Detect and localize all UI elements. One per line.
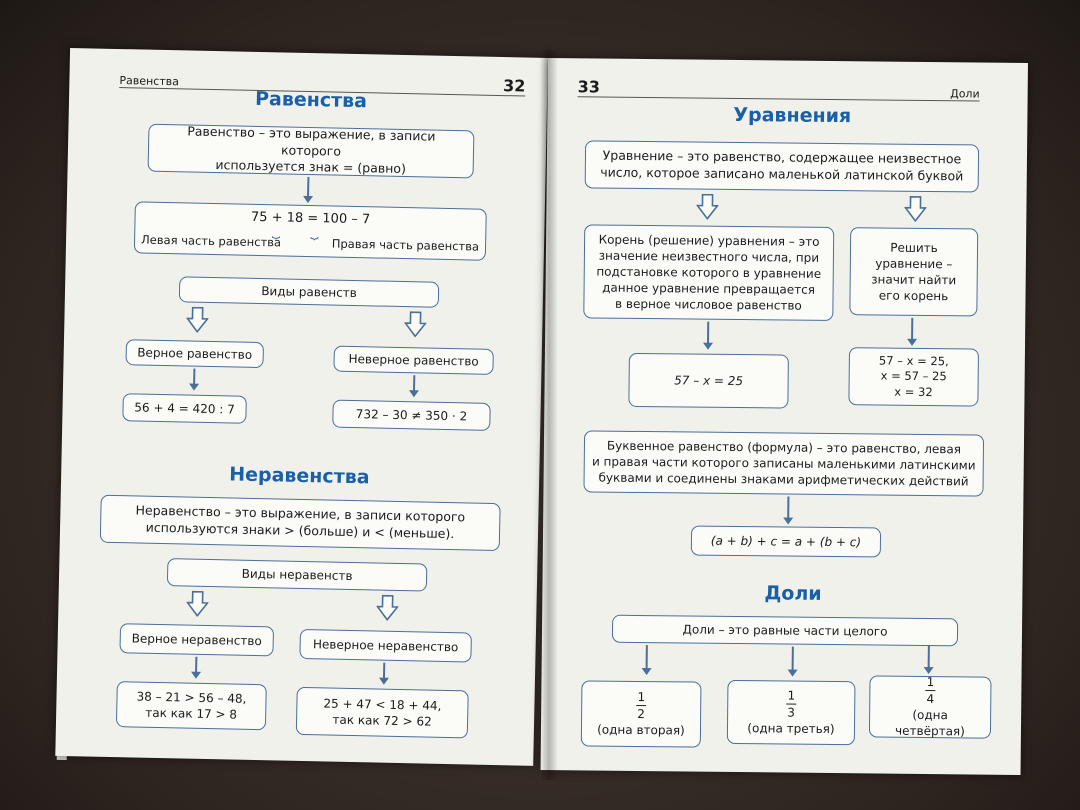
title-equations: Уравнения (733, 103, 852, 128)
solve-line: его корень (878, 288, 949, 304)
fraction-quarter-box (869, 675, 992, 738)
title-fractions: Доли (764, 582, 822, 605)
inequality-line: 38 – 21 > 56 – 48, (136, 689, 247, 706)
left-page-number: 32 (502, 76, 526, 96)
hollow-down-arrow-icon (404, 311, 427, 337)
hollow-down-arrow-icon (696, 194, 718, 220)
title-equalities: Равенства (254, 87, 368, 113)
false-equality-box (333, 346, 494, 375)
inequality-line: так как 72 > 62 (332, 712, 432, 729)
root-line: значение неизвестного числа, при (598, 248, 820, 265)
solve-line: значит найти (871, 272, 957, 288)
kinds-inequalities-label: Виды неравенств (241, 566, 353, 583)
right-running-head: Доли (950, 87, 980, 101)
false-equality-label: Неверное равенство (348, 351, 479, 369)
solution-line: 57 – x = 25, (878, 353, 949, 368)
fraction-bar (636, 705, 646, 706)
title-inequalities: Неравенства (228, 463, 370, 489)
equation-definition-box (585, 140, 979, 192)
root-definition-box (583, 224, 834, 321)
fraction-bar (925, 690, 935, 691)
definition-line: используется знак = (равно) (215, 157, 407, 177)
literal-line: и правая части которого записаны маленькими латинскими (591, 454, 976, 473)
false-inequality-box (299, 629, 472, 663)
example-equation: 75 + 18 = 100 – 7 (250, 210, 371, 228)
down-arrow (707, 322, 709, 348)
hollow-down-arrow-icon (186, 591, 209, 617)
literal-line: буквами и соединены знаками арифметических действий (598, 470, 969, 489)
root-line: в верное числовое равенство (614, 296, 802, 313)
literal-equality-box (583, 430, 984, 496)
right-running-header (578, 76, 980, 101)
fraction-quarter (925, 675, 935, 707)
down-arrow (787, 497, 789, 523)
definition-line: Уравнение – это равенство, содержащее неизвестное (602, 147, 962, 167)
brace-marks: ⏟⏟ (271, 223, 349, 241)
definition-line: используются знаки > (больше) и < (меньше). (145, 519, 455, 542)
fraction-numerator: 1 (637, 689, 646, 705)
left-running-head: Равенства (119, 74, 180, 89)
down-arrow (792, 647, 794, 675)
down-arrow (383, 663, 385, 683)
literal-line: Буквенное равенство (формула) – это равенство, левая (606, 438, 962, 457)
inequality-line: так как 17 > 8 (145, 705, 238, 722)
down-arrow (307, 177, 310, 201)
true-inequality-box (119, 623, 274, 656)
solve-line: Решить уравнение – (875, 240, 953, 272)
hollow-down-arrow-icon (186, 306, 209, 332)
true-inequality-example-box (116, 681, 267, 730)
true-inequality-label: Верное неравенство (131, 631, 262, 649)
kinds-equalities-label: Виды равенств (261, 283, 357, 300)
solution-line: x = 57 – 25 (880, 368, 947, 384)
fraction-denominator: 3 (787, 705, 796, 721)
fraction-bar (786, 704, 796, 705)
fraction-label: (одна вторая) (597, 722, 685, 738)
root-line: данное уравнение превращается (602, 280, 816, 297)
hollow-down-arrow-icon (376, 595, 399, 621)
true-equality-example: 56 + 4 = 420 : 7 (134, 400, 235, 417)
fraction-denominator: 2 (637, 707, 646, 722)
false-equality-example: 732 – 30 ≠ 350 · 2 (355, 406, 468, 424)
fraction-third-box (727, 680, 856, 745)
kinds-inequalities-box (167, 558, 428, 591)
example-equality-box (134, 201, 487, 260)
kinds-equalities-box (179, 276, 439, 307)
true-equality-example-box (122, 393, 247, 424)
definition-line: Равенство – это выражение, в записи которого (187, 123, 436, 159)
fraction-third (786, 689, 796, 721)
fraction-denominator: 4 (926, 692, 935, 707)
down-arrow (195, 657, 197, 677)
formula-example: (a + b) + c = a + (b + c) (710, 533, 862, 550)
false-inequality-label: Неверное неравенство (312, 637, 459, 655)
fraction-label: (одна третья) (747, 720, 835, 736)
definition-line: Неравенство – это выражение, в записи которого (135, 502, 466, 525)
down-arrow (413, 375, 415, 395)
book-spine-fold (540, 50, 558, 780)
solution-line: x = 32 (894, 384, 933, 399)
root-line: Корень (решение) уравнения – это (598, 232, 820, 249)
left-part-label: Левая часть равенства (140, 232, 282, 250)
down-arrow (646, 645, 648, 673)
false-equality-example-box (332, 400, 491, 431)
left-page (55, 48, 548, 766)
definition-line: число, которое записано маленькой латинской буквой (600, 164, 964, 184)
fraction-numerator: 1 (787, 688, 796, 703)
solve-definition-box (849, 227, 978, 316)
down-arrow (911, 318, 913, 344)
inequality-definition-box (100, 495, 501, 551)
inequality-line: 25 + 47 < 18 + 44, (323, 696, 442, 713)
right-page (541, 58, 1028, 775)
root-line: подстановке которого в уравнение (596, 264, 822, 281)
fractions-definition: Доли – это равные части целого (682, 622, 888, 639)
equation-example: 57 – x = 25 (674, 373, 744, 388)
right-page-number: 33 (577, 77, 601, 97)
fraction-half-box (581, 680, 702, 747)
fraction-half (636, 690, 646, 722)
equation-example-box (628, 353, 789, 409)
right-part-label: Правая часть равенства (331, 236, 480, 254)
equality-definition-box (148, 124, 475, 179)
down-arrow (928, 646, 930, 672)
fractions-definition-box (612, 615, 958, 647)
false-inequality-example-box (296, 687, 469, 739)
true-equality-label: Верное равенство (137, 345, 253, 362)
fraction-numerator: 1 (926, 674, 935, 690)
formula-box (691, 526, 881, 558)
hollow-down-arrow-icon (904, 196, 926, 222)
true-equality-box (125, 339, 264, 368)
solution-box (848, 347, 979, 406)
down-arrow (193, 369, 195, 389)
fraction-label: (одна четвёртая) (895, 707, 965, 739)
